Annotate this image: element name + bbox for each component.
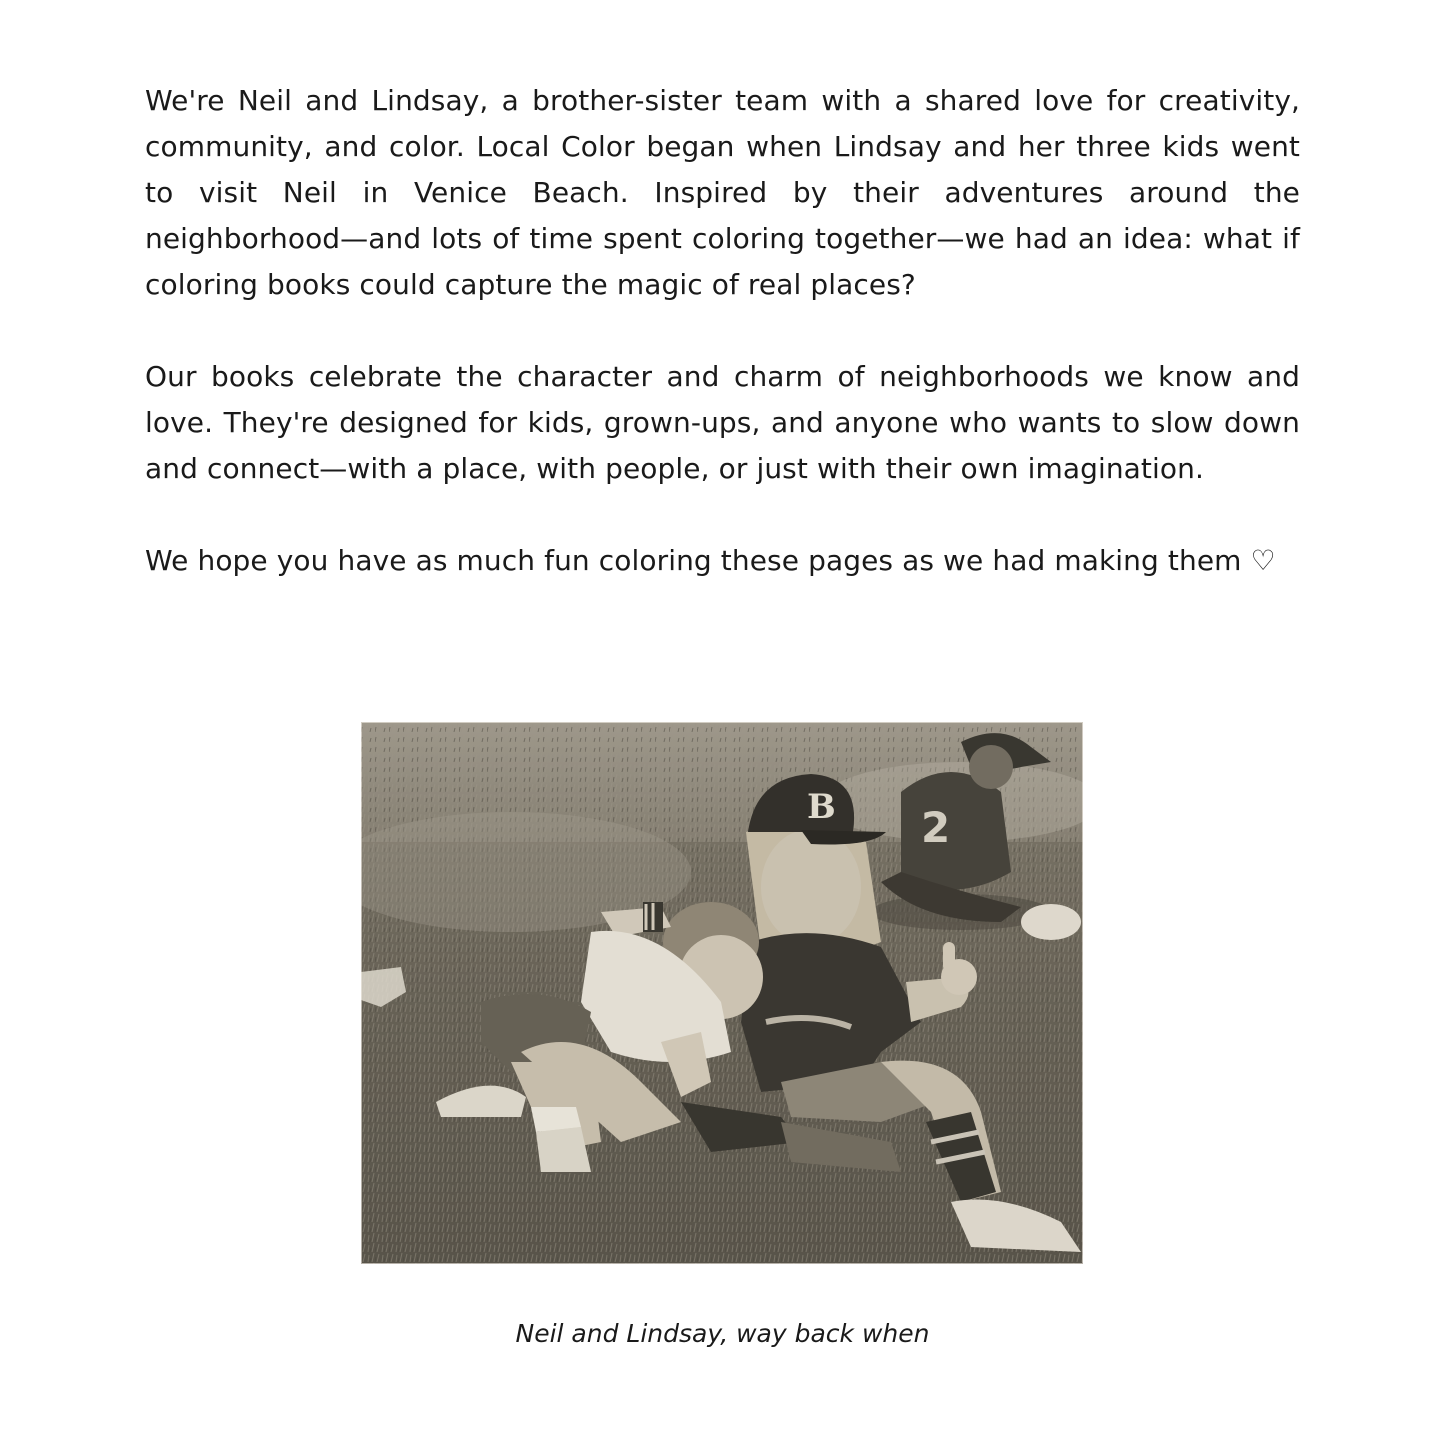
cap-letter: B [807, 787, 836, 827]
childhood-photo [361, 722, 1083, 1264]
intro-paragraph-3: We hope you have as much fun coloring these pages as we had making them ♡ [145, 544, 1276, 577]
photo-caption: Neil and Lindsay, way back when [515, 1319, 930, 1348]
photo-illustration [361, 722, 1083, 1264]
intro-text-block [145, 78, 1300, 630]
intro-paragraph-1: We're Neil and Lindsay, a brother-sister team with a shared love for creativity, community, and color. Local Color began when Lindsay and her three kids went to visit Neil in Venice Beach. Inspired by their adventures around the neighborhood—and lots of time spent coloring together—we had an idea: what if coloring books could capture the magic of real places? [145, 84, 1300, 301]
intro-paragraph-2: Our books celebrate the character and charm of neighborhoods we know and love. They're designed for kids, grown-ups, and anyone who wants to slow down and connect—with a place, with people, or just with their own imagination. [145, 360, 1300, 485]
jersey-number: 2 [921, 803, 951, 852]
